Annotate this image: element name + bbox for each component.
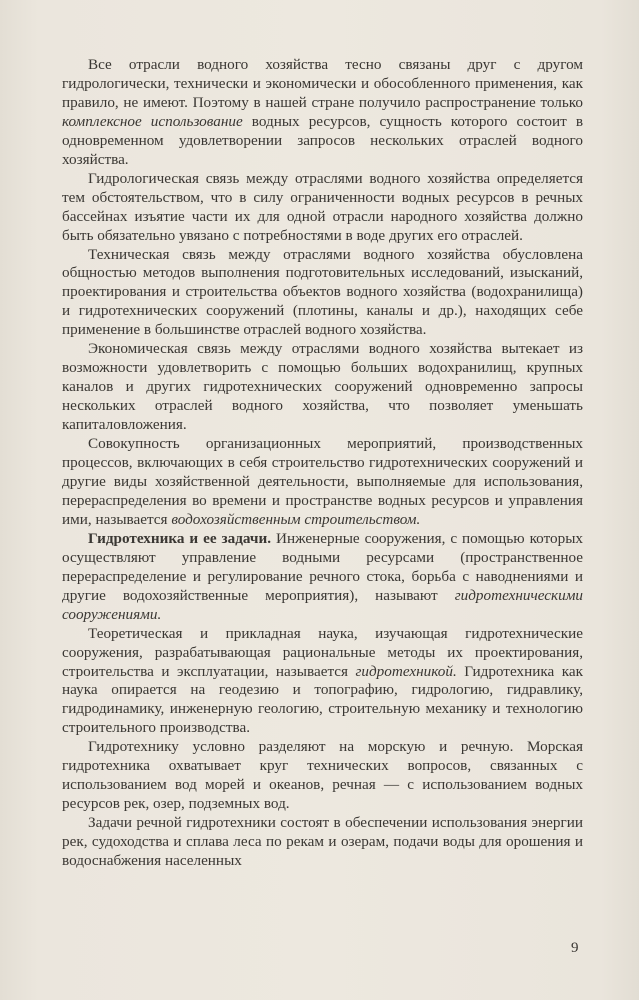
paragraph-5 — [62, 435, 583, 530]
paragraph-7 — [62, 625, 583, 739]
paragraph-7-text-a: Теоретическая и прикладная наука, изучающая гидротехнические сооружения, разрабатывающая рациональные методы их проектирования, строительства и эксплуатации, называется — [62, 624, 583, 680]
paragraph-7-text-b: Гидротехника как наука опирается на геодезию и топографию, гидрологию, гидравлику, гидродинамику, инженерную геологию, строительную механику и технологию строительного производства. — [62, 662, 583, 737]
paragraph-4 — [62, 340, 583, 435]
paragraph-5-text: Совокупность организационных мероприятий, производственных процессов, включающих в себя строительство гидротехнических сооружений и другие виды хозяйственной деятельности, выполняемые для использования, перераспределения во времени и пространстве водных ресурсов и управления ими, называется — [62, 435, 583, 528]
paragraph-7-emphasis: гидротехникой. — [355, 662, 457, 680]
paragraph-6-text: Инженерные сооружения, с помощью которых осуществляют управление водными ресурсами (пространственное перераспределение и регулирование речного стока, борьба с наводнениями и другие водохозяйственные мероприятия), называют — [62, 529, 583, 604]
body-text — [62, 56, 583, 871]
paragraph-8 — [62, 738, 583, 814]
paragraph-9 — [62, 814, 583, 871]
paragraph-6 — [62, 530, 583, 625]
paragraph-3 — [62, 246, 583, 341]
paragraph-9-text: Задачи речной гидротехники состоят в обеспечении использования энергии рек, судоходства и сплава леса по рекам и озерам, подачи воды для орошения и водоснабжения населенных — [62, 814, 583, 870]
paragraph-6-emphasis: гидротехническими сооружениями. — [62, 586, 583, 623]
paragraph-1-text-a: Все отрасли водного хозяйства тесно связаны друг с другом гидрологически, технически и экономически и обособленного применения, как правило, не имеют. Поэтому в нашей стране получило распространение только — [62, 56, 583, 111]
paragraph-2-text: Гидрологическая связь между отраслями водного хозяйства определяется тем обстоятельством, что в силу ограниченности водных ресурсов в речных бассейнах изъятие части их для одной отрасли народного хозяйства должно быть обязательно увязано с потребностями в воде других его отраслей. — [62, 169, 583, 244]
paragraph-5-emphasis: водохозяйственным строительством. — [171, 510, 421, 528]
paragraph-1 — [62, 56, 583, 170]
paragraph-1-text-b: водных ресурсов, сущность которого состоит в одновременном удовлетворении запросов нескольких отраслей водного хозяйства. — [62, 112, 584, 168]
paragraph-3-text: Техническая связь между отраслями водного хозяйства обусловлена общностью методов выполнения подготовительных исследований, изысканий, проектирования и строительства объектов водного хозяйства (водохранилища) и гидротехнических сооружений (плотины, каналы и др.), находящих себе применение в большинстве отраслей водного хозяйства. — [62, 245, 583, 339]
page-number: 9 — [571, 940, 579, 956]
section-heading-hydrotechnics: Гидротехника и ее задачи. — [88, 529, 272, 547]
paragraph-1-emphasis: комплексное использование — [62, 112, 243, 130]
paragraph-4-text: Экономическая связь между отраслями водного хозяйства вытекает из возможности удовлетворить с помощью больших водохранилищ, крупных каналов и других гидротехнических сооружений одновременно запросы нескольких отраслей водного хозяйства, что позволяет уменьшать капиталовложения. — [62, 340, 583, 434]
paragraph-8-text: Гидротехнику условно разделяют на морскую и речную. Морская гидротехника охватывает круг технических вопросов, связанных с использованием вод морей и океанов, речная — с использованием водных ресурсов рек, озер, подземных вод. — [62, 738, 583, 813]
paragraph-2 — [62, 170, 583, 246]
